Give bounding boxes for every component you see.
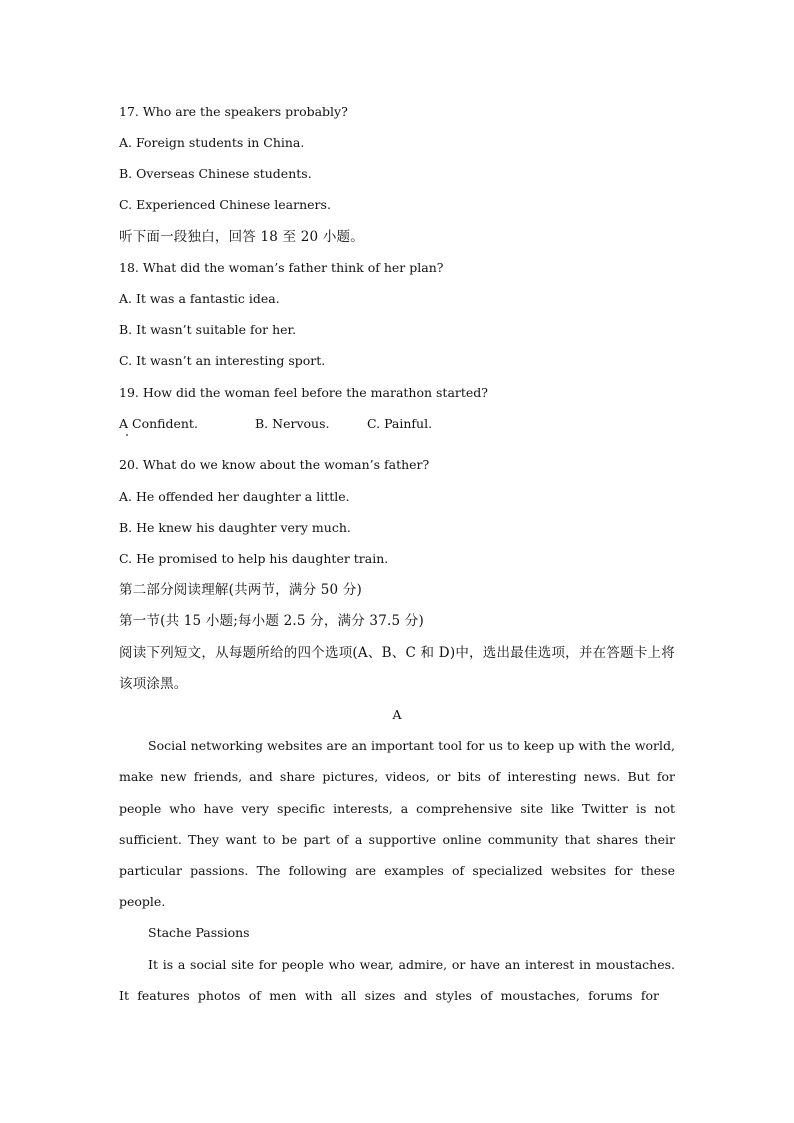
passage-line: people. xyxy=(119,894,166,909)
stray-mark xyxy=(126,434,128,436)
question-17-option-a: A. Foreign students in China. xyxy=(119,135,305,150)
monologue-instruction: 听下面一段独白，回答 18 至 20 小题。 xyxy=(119,229,364,245)
question-19: 19. How did the woman feel before the marathon started? xyxy=(119,385,489,400)
question-20-option-b: B. He knew his daughter very much. xyxy=(119,520,351,535)
reading-instruction-line-1: 阅读下列短文，从每题所给的四个选项(A、B、C 和 D)中，选出最佳选项，并在答题卡上将 xyxy=(119,645,675,661)
question-18: 18. What did the woman’s father think of her plan? xyxy=(119,260,444,275)
section1-heading: 第一节(共 15 小题;每小题 2.5 分，满分 37.5 分) xyxy=(119,613,424,629)
question-20: 20. What do we know about the woman’s father? xyxy=(119,457,430,472)
question-20-option-c: C. He promised to help his daughter train. xyxy=(119,551,389,566)
passage-line: It features photos of men with all sizes and styles of moustaches, forums for xyxy=(119,988,659,1003)
question-20-option-a: A. He offended her daughter a little. xyxy=(119,489,350,504)
reading-instruction-line-2: 该项涂黑。 xyxy=(119,676,188,692)
question-19-option-b: B. Nervous. xyxy=(255,416,330,431)
question-18-option-b: B. It wasn’t suitable for her. xyxy=(119,322,297,337)
question-18-option-a: A. It was a fantastic idea. xyxy=(119,291,280,306)
question-19-option-a: A Confident. xyxy=(119,416,198,431)
passage-line: sufficient. They want to be part of a supportive online community that shares their xyxy=(119,832,675,847)
passage-line: It is a social site for people who wear, admire, or have an interest in moustaches. xyxy=(148,957,675,972)
passage-line: people who have very specific interests, a comprehensive site like Twitter is not xyxy=(119,801,675,816)
question-17: 17. Who are the speakers probably? xyxy=(119,104,348,119)
question-19-options xyxy=(119,416,679,432)
passage-line: particular passions. The following are examples of specialized websites for these xyxy=(119,863,675,878)
passage-subheading: Stache Passions xyxy=(148,925,250,940)
part2-heading: 第二部分阅读理解(共两节，满分 50 分) xyxy=(119,582,362,598)
question-19-option-c: C. Painful. xyxy=(367,416,433,431)
question-18-option-c: C. It wasn’t an interesting sport. xyxy=(119,353,326,368)
passage-label: A xyxy=(392,707,402,722)
passage-line: make new friends, and share pictures, videos, or bits of interesting news. But for xyxy=(119,769,675,784)
question-17-option-b: B. Overseas Chinese students. xyxy=(119,166,312,181)
question-17-option-c: C. Experienced Chinese learners. xyxy=(119,197,331,212)
passage-line: Social networking websites are an important tool for us to keep up with the world, xyxy=(148,738,675,753)
